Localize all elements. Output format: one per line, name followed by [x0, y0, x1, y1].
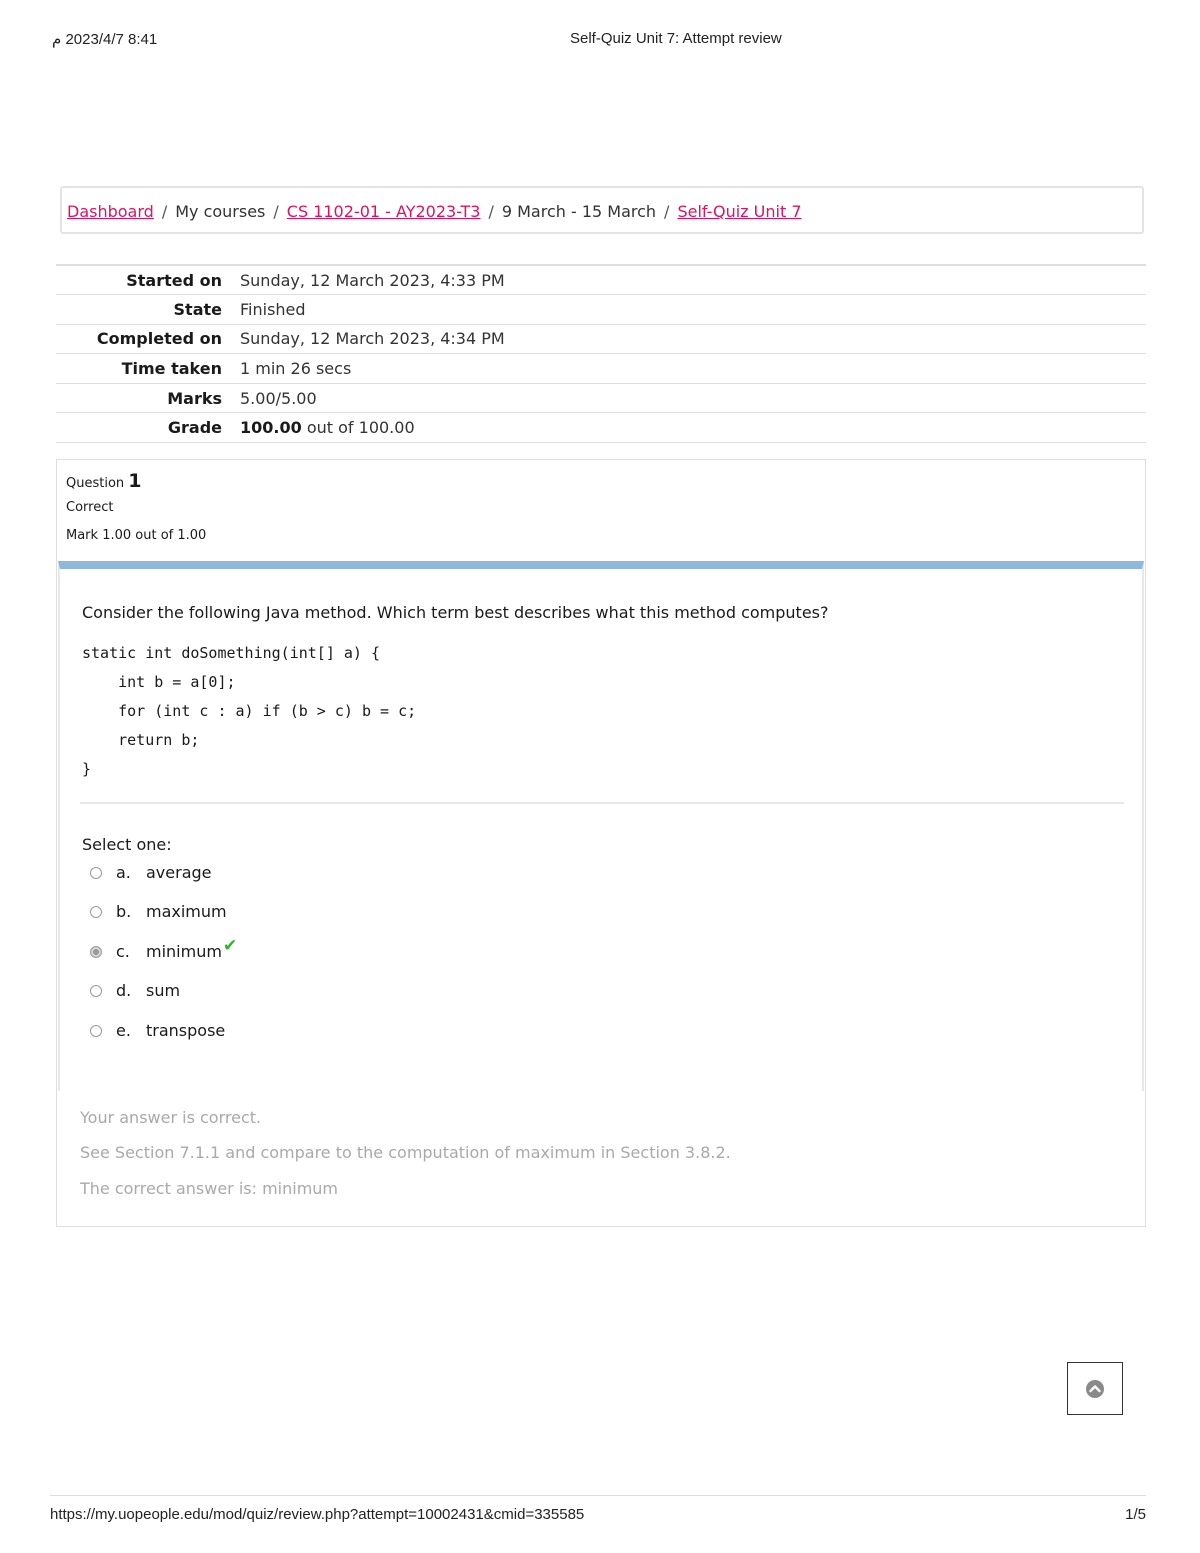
time-taken-value: 1 min 26 secs [240, 359, 352, 379]
feedback-correct: Your answer is correct. [80, 1108, 262, 1127]
breadcrumb-dashboard-link[interactable]: Dashboard [67, 202, 154, 221]
breadcrumb-separator: / [664, 202, 670, 221]
question-feedback [80, 1108, 731, 1214]
answer-option-c[interactable] [90, 935, 238, 981]
answer-option-d[interactable] [90, 981, 237, 1020]
question-state: Correct [66, 500, 114, 515]
answer-list [90, 863, 237, 1060]
feedback-general: See Section 7.1.1 and compare to the computation of maximum in Section 3.8.2. [80, 1143, 731, 1163]
marks-value: 5.00/5.00 [240, 388, 317, 408]
summary-row-time [56, 354, 1146, 384]
page-url: https://my.uopeople.edu/mod/quiz/review.php?attempt=10002431&cmid=335585 [50, 1506, 585, 1523]
grade-suffix: out of 100.00 [306, 418, 415, 438]
print-header [0, 28, 1200, 50]
grade-value: 100.00 [240, 418, 302, 438]
summary-row-started [56, 265, 1146, 295]
select-one-prompt: Select one: [82, 835, 172, 854]
question-label: Question [66, 476, 125, 491]
feedback-right-answer: The correct answer is: minimum [80, 1178, 339, 1198]
breadcrumb-week: 9 March - 15 March [501, 202, 657, 221]
breadcrumb-separator: / [488, 202, 494, 221]
answer-letter: e. [116, 1020, 131, 1040]
page-number: 1/5 [1125, 1506, 1146, 1523]
time-taken-label: Time taken [121, 359, 222, 379]
breadcrumb [60, 186, 1144, 234]
summary-row-marks [56, 383, 1146, 413]
answer-text: minimum [146, 941, 222, 961]
started-value: Sunday, 12 March 2023, 4:33 PM [240, 270, 505, 290]
question-grade: Mark 1.00 out of 1.00 [66, 528, 207, 543]
started-label: Started on [126, 270, 222, 290]
answer-option-e[interactable] [90, 1021, 237, 1060]
question-content [58, 561, 1144, 1091]
radio-button[interactable] [90, 1025, 102, 1037]
print-datetime: 8:41 2023/4/7 م [52, 31, 158, 48]
breadcrumb-my-courses: My courses [175, 202, 266, 221]
grade-value-cell [240, 413, 1146, 443]
summary-row-grade [56, 413, 1146, 443]
question-info [66, 470, 206, 552]
radio-button[interactable] [90, 906, 102, 918]
answer-letter: a. [116, 863, 131, 882]
question-number: 1 [128, 470, 142, 492]
grade-label: Grade [167, 418, 222, 438]
summary-row-state [56, 295, 1146, 325]
question-divider [80, 802, 1124, 804]
breadcrumb-separator: / [161, 202, 168, 221]
answer-text: transpose [146, 1020, 226, 1040]
breadcrumb-course-link[interactable]: CS 1102-01 - AY2023-T3 [286, 202, 481, 221]
breadcrumb-quiz-link[interactable]: Self-Quiz Unit 7 [677, 202, 802, 221]
answer-option-a[interactable] [90, 863, 237, 902]
question-text: Consider the following Java method. Which term best describes what this method computes? [82, 603, 829, 622]
answer-text: maximum [146, 902, 227, 922]
state-value: Finished [240, 299, 306, 319]
summary-row-completed [56, 324, 1146, 354]
print-title: Self-Quiz Unit 7: Attempt review [570, 30, 782, 47]
question-number-line [66, 470, 206, 498]
state-label: State [173, 299, 222, 319]
breadcrumb-separator: / [273, 202, 279, 221]
question-block [56, 459, 1146, 1227]
radio-button[interactable] [90, 985, 102, 997]
print-footer [50, 1495, 1146, 1523]
answer-letter: b. [116, 902, 132, 922]
correct-check-icon: ✔ [222, 935, 238, 956]
radio-button[interactable] [90, 867, 102, 879]
radio-button-selected[interactable] [90, 946, 102, 958]
completed-label: Completed on [96, 329, 222, 349]
answer-text: average [146, 863, 212, 882]
attempt-summary-table [56, 264, 1146, 443]
chevron-up-circle-icon [1085, 1379, 1105, 1399]
answer-text: sum [146, 981, 181, 1001]
answer-letter: d. [116, 981, 132, 1001]
scroll-to-top-button[interactable] [1067, 1362, 1123, 1415]
marks-label: Marks [167, 388, 222, 408]
answer-letter: c. [116, 941, 130, 961]
completed-value: Sunday, 12 March 2023, 4:34 PM [240, 329, 505, 349]
answer-option-b[interactable] [90, 902, 237, 941]
code-snippet: static int doSomething(int[] a) { int b = a[0]; for (int c : a) if (b > c) b = c; return b; } [82, 644, 417, 778]
